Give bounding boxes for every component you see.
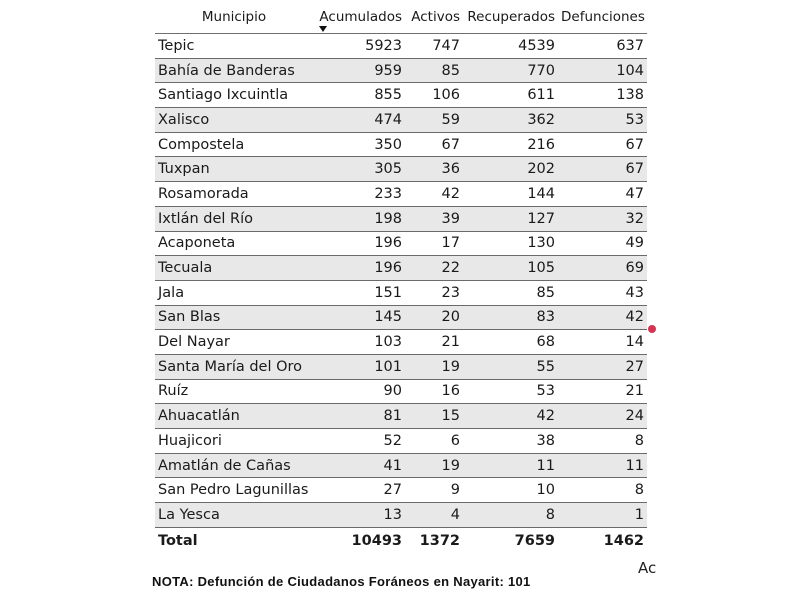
cell-activos: 59 xyxy=(405,108,463,133)
cell-defunciones: 67 xyxy=(558,157,647,182)
cell-recuperados: 68 xyxy=(463,330,558,355)
cell-defunciones: 138 xyxy=(558,83,647,108)
total-recuperados: 7659 xyxy=(514,532,555,549)
table-row[interactable] xyxy=(155,34,647,59)
cell-acumulados: 41 xyxy=(313,453,405,478)
cell-municipio: Amatlán de Cañas xyxy=(155,453,313,478)
column-header-recuperados[interactable]: Recuperados xyxy=(463,0,558,34)
table-header-row xyxy=(155,0,647,34)
cell-municipio: Huajicori xyxy=(155,429,313,454)
cell-municipio: San Pedro Lagunillas xyxy=(155,478,313,503)
table-row[interactable] xyxy=(155,280,647,305)
cell-activos: 36 xyxy=(405,157,463,182)
cell-defunciones: 8 xyxy=(558,429,647,454)
cell-acumulados: 13 xyxy=(313,503,405,528)
cell-defunciones: 637 xyxy=(558,34,647,59)
table-row[interactable] xyxy=(155,404,647,429)
cell-municipio: Tecuala xyxy=(155,256,313,281)
cell-acumulados: 959 xyxy=(313,58,405,83)
column-header-acumulados[interactable]: Acumulados xyxy=(313,0,405,34)
table-row[interactable] xyxy=(155,108,647,133)
cell-activos: 6 xyxy=(405,429,463,454)
cell-municipio: Ahuacatlán xyxy=(155,404,313,429)
cell-activos: 21 xyxy=(405,330,463,355)
cell-municipio: Tuxpan xyxy=(155,157,313,182)
total-label: Total xyxy=(158,532,198,549)
column-header-activos[interactable]: Activos xyxy=(405,0,463,34)
cell-recuperados: 362 xyxy=(463,108,558,133)
cell-activos: 42 xyxy=(405,182,463,207)
cell-municipio: Compostela xyxy=(155,132,313,157)
cell-recuperados: 42 xyxy=(463,404,558,429)
cell-defunciones: 42 xyxy=(558,305,647,330)
table-row[interactable] xyxy=(155,453,647,478)
cell-activos: 9 xyxy=(405,478,463,503)
cell-activos: 22 xyxy=(405,256,463,281)
cell-recuperados: 127 xyxy=(463,206,558,231)
cell-recuperados: 216 xyxy=(463,132,558,157)
total-defunciones: 1462 xyxy=(603,532,644,549)
total-row xyxy=(155,527,647,554)
total-acumulados: 10493 xyxy=(351,532,402,549)
cell-municipio: Rosamorada xyxy=(155,182,313,207)
cell-acumulados: 101 xyxy=(313,354,405,379)
table-row[interactable] xyxy=(155,354,647,379)
cell-municipio: Del Nayar xyxy=(155,330,313,355)
cell-recuperados: 611 xyxy=(463,83,558,108)
table-row[interactable] xyxy=(155,58,647,83)
cell-acumulados: 151 xyxy=(313,280,405,305)
cell-municipio: Tepic xyxy=(155,34,313,59)
cell-acumulados: 198 xyxy=(313,206,405,231)
cell-acumulados: 855 xyxy=(313,83,405,108)
cell-recuperados: 144 xyxy=(463,182,558,207)
cell-activos: 20 xyxy=(405,305,463,330)
cell-defunciones: 8 xyxy=(558,478,647,503)
cell-defunciones: 27 xyxy=(558,354,647,379)
column-header-defunciones[interactable]: Defunciones xyxy=(558,0,647,34)
cell-acumulados: 90 xyxy=(313,379,405,404)
cell-activos: 747 xyxy=(405,34,463,59)
cell-acumulados: 27 xyxy=(313,478,405,503)
cell-defunciones: 24 xyxy=(558,404,647,429)
column-header-municipio[interactable]: Municipio xyxy=(155,0,313,34)
table-row[interactable] xyxy=(155,379,647,404)
cell-municipio: Jala xyxy=(155,280,313,305)
cell-activos: 15 xyxy=(405,404,463,429)
cell-recuperados: 11 xyxy=(463,453,558,478)
cell-recuperados: 202 xyxy=(463,157,558,182)
cell-acumulados: 5923 xyxy=(313,34,405,59)
cell-defunciones: 14 xyxy=(558,330,647,355)
cell-acumulados: 52 xyxy=(313,429,405,454)
covid-municipality-table xyxy=(155,0,647,554)
cell-recuperados: 53 xyxy=(463,379,558,404)
cell-recuperados: 105 xyxy=(463,256,558,281)
cell-municipio: San Blas xyxy=(155,305,313,330)
table-row[interactable] xyxy=(155,182,647,207)
table-row[interactable] xyxy=(155,157,647,182)
table-row[interactable] xyxy=(155,478,647,503)
cell-municipio: Santa María del Oro xyxy=(155,354,313,379)
cell-defunciones: 47 xyxy=(558,182,647,207)
cell-recuperados: 10 xyxy=(463,478,558,503)
cell-activos: 23 xyxy=(405,280,463,305)
cell-defunciones: 49 xyxy=(558,231,647,256)
total-activos: 1372 xyxy=(419,532,460,549)
cell-recuperados: 85 xyxy=(463,280,558,305)
cell-activos: 19 xyxy=(405,354,463,379)
cell-acumulados: 81 xyxy=(313,404,405,429)
cell-municipio: Xalisco xyxy=(155,108,313,133)
cell-recuperados: 770 xyxy=(463,58,558,83)
foreign-deaths-note: NOTA: Defunción de Ciudadanos Foráneos en Nayarit: 101 xyxy=(152,574,531,589)
table-row[interactable] xyxy=(155,231,647,256)
cell-municipio: Bahía de Banderas xyxy=(155,58,313,83)
table-row[interactable] xyxy=(155,429,647,454)
cell-activos: 106 xyxy=(405,83,463,108)
cell-municipio: Acaponeta xyxy=(155,231,313,256)
table-row[interactable] xyxy=(155,256,647,281)
cell-activos: 17 xyxy=(405,231,463,256)
truncated-label: Ac xyxy=(638,559,657,577)
cell-municipio: Ruíz xyxy=(155,379,313,404)
cell-acumulados: 474 xyxy=(313,108,405,133)
cell-activos: 19 xyxy=(405,453,463,478)
cell-activos: 39 xyxy=(405,206,463,231)
cell-municipio: La Yesca xyxy=(155,503,313,528)
table-row[interactable] xyxy=(155,330,647,355)
sort-descending-icon xyxy=(319,26,327,32)
cell-acumulados: 196 xyxy=(313,256,405,281)
cell-defunciones: 21 xyxy=(558,379,647,404)
cell-activos: 85 xyxy=(405,58,463,83)
cell-acumulados: 103 xyxy=(313,330,405,355)
cell-recuperados: 83 xyxy=(463,305,558,330)
cell-recuperados: 55 xyxy=(463,354,558,379)
cell-acumulados: 350 xyxy=(313,132,405,157)
cell-defunciones: 69 xyxy=(558,256,647,281)
cell-defunciones: 43 xyxy=(558,280,647,305)
cell-defunciones: 32 xyxy=(558,206,647,231)
table-row[interactable] xyxy=(155,206,647,231)
cell-recuperados: 38 xyxy=(463,429,558,454)
cell-defunciones: 53 xyxy=(558,108,647,133)
cell-municipio: Santiago Ixcuintla xyxy=(155,83,313,108)
cell-defunciones: 1 xyxy=(558,503,647,528)
cell-recuperados: 4539 xyxy=(463,34,558,59)
table-row[interactable] xyxy=(155,503,647,528)
cell-acumulados: 233 xyxy=(313,182,405,207)
table-row[interactable] xyxy=(155,132,647,157)
cell-acumulados: 305 xyxy=(313,157,405,182)
cell-activos: 67 xyxy=(405,132,463,157)
cell-defunciones: 11 xyxy=(558,453,647,478)
cell-defunciones: 104 xyxy=(558,58,647,83)
red-dot-marker xyxy=(648,325,656,333)
table-row[interactable] xyxy=(155,83,647,108)
cell-acumulados: 196 xyxy=(313,231,405,256)
cell-activos: 16 xyxy=(405,379,463,404)
cell-recuperados: 8 xyxy=(463,503,558,528)
cell-municipio: Ixtlán del Río xyxy=(155,206,313,231)
cell-recuperados: 130 xyxy=(463,231,558,256)
table-row[interactable] xyxy=(155,305,647,330)
cell-acumulados: 145 xyxy=(313,305,405,330)
cell-defunciones: 67 xyxy=(558,132,647,157)
cell-activos: 4 xyxy=(405,503,463,528)
